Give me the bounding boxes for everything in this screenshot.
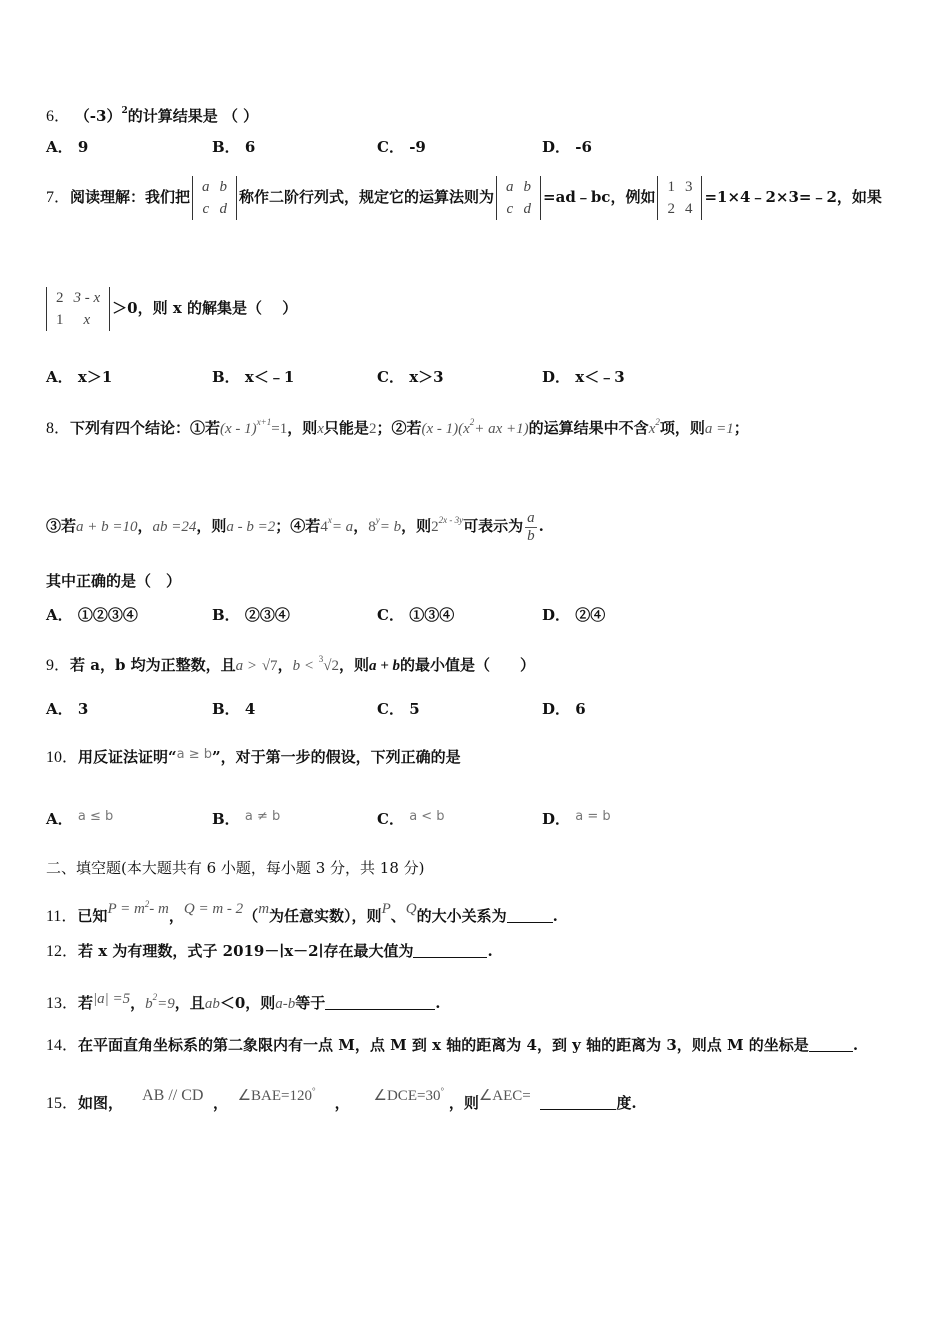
option-a[interactable]: A． a ≤ b: [46, 809, 114, 828]
question-8-stem: 8．下列有四个结论：①若(x - 1)$^{x+1}$=1，则x只能是2；②若$(x - 1)(x^2+$ ax +1)的运算结果中不含$x^2$项，则a =1；: [46, 417, 749, 437]
option-d[interactable]: D． a = b: [542, 809, 611, 828]
determinant-rule: a b c d: [496, 176, 541, 220]
question-11-stem: 11．已知$P = m^2-$ m，Q = m - 2（m为任意实数），则P、Q的大小关系为 .: [46, 899, 558, 925]
fraction-a-over-b: $\frac{a}{b}$: [527, 509, 535, 544]
option-b[interactable]: B． x＜﹣1: [212, 368, 295, 386]
answer-blank[interactable]: [507, 908, 553, 923]
question-9-stem: 9．若 a，b 均为正整数，且a > √7，b < $^3$√2，则a + b的最小值是（ ）: [46, 654, 536, 674]
question-15-stem: 15．如图， AB // CD ， ∠BAE=120° ， ∠DCE=30° ，则∠AEC= 度.: [46, 1086, 637, 1112]
question-number: 15．: [46, 1095, 79, 1112]
option-b[interactable]: B． 4: [212, 700, 256, 718]
question-12-stem: 12．若 x 为有理数，式子 2019－∣x－2∣存在最大值为 .: [46, 942, 493, 960]
determinant-condition: 2 3 - x 1 x: [46, 287, 110, 331]
option-a[interactable]: A． ①②③④: [46, 606, 138, 624]
question-13-stem: 13．若|a| =5，$b^2=9$，且ab＜0，则a-b等于 .: [46, 991, 441, 1012]
question-number: 8．: [46, 420, 71, 437]
option-c[interactable]: C． ①③④: [377, 606, 455, 624]
option-a[interactable]: A． 9: [46, 138, 89, 156]
question-14-stem: 14．在平面直角坐标系的第二象限内有一点 M，点 M 到 x 轴的距离为 4，到 y 轴的距离为 3，则点 M 的坐标是 .: [46, 1036, 859, 1054]
option-a[interactable]: A． x＞1: [46, 368, 113, 386]
question-number: 6．: [46, 108, 71, 125]
question-6-stem: 6． $(-3)^2$的计算结果是 （ ）: [46, 106, 259, 125]
answer-blank[interactable]: [325, 995, 435, 1010]
option-d[interactable]: D． x＜﹣3: [542, 368, 625, 386]
option-d[interactable]: D． 6: [542, 700, 586, 718]
question-10-stem: 10．用反证法证明“a ≥ b”，对于第一步的假设，下列正确的是: [46, 747, 461, 766]
question-number: 9．: [46, 657, 71, 674]
question-8-stem-line2: ③若a + b =10，ab =24，则a - b =2；④若$4^x= a$，$8^y= b$，则$2^{2x - 3y}$可表示为 $\frac{a}{b}$ .: [46, 509, 544, 544]
section-heading: 二、填空题(本大题共有 6 小题，每小题 3 分，共 18 分): [46, 859, 425, 877]
question-number: 12．: [46, 943, 79, 960]
question-7-stem-line2: 2 3 - x 1 x ＞0，则 x 的解集是（ ）: [46, 283, 297, 333]
option-c[interactable]: C． x＞3: [377, 368, 444, 386]
option-a[interactable]: A． 3: [46, 700, 89, 718]
determinant-abcd: a b c d: [192, 176, 237, 220]
answer-blank[interactable]: [540, 1095, 616, 1110]
option-c[interactable]: C． a < b: [377, 809, 445, 828]
option-b[interactable]: B． ②③④: [212, 606, 290, 624]
option-d[interactable]: D． -6: [542, 138, 592, 156]
question-8-prompt: 其中正确的是（ ）: [46, 572, 182, 590]
option-c[interactable]: C． 5: [377, 700, 420, 718]
question-number: 11．: [46, 908, 78, 925]
answer-blank[interactable]: [413, 943, 487, 958]
question-7-stem: 7．阅读理解：我们把 a b c d 称作二阶行列式，规定它的运算法则为 a b c d =ad﹣bc，例如 1 3 2 4 =1×4﹣2×3=﹣2，如果: [46, 173, 882, 222]
option-c[interactable]: C． -9: [377, 138, 426, 156]
determinant-example: 1 3 2 4: [657, 176, 702, 220]
answer-blank[interactable]: [809, 1037, 853, 1052]
option-b[interactable]: B． a ≠ b: [212, 809, 281, 828]
question-number: 14．: [46, 1037, 79, 1054]
option-d[interactable]: D． ②④: [542, 606, 606, 624]
question-number: 13．: [46, 995, 79, 1012]
option-b[interactable]: B． 6: [212, 138, 256, 156]
question-number: 10．: [46, 749, 79, 766]
question-number: 7．: [46, 189, 71, 206]
